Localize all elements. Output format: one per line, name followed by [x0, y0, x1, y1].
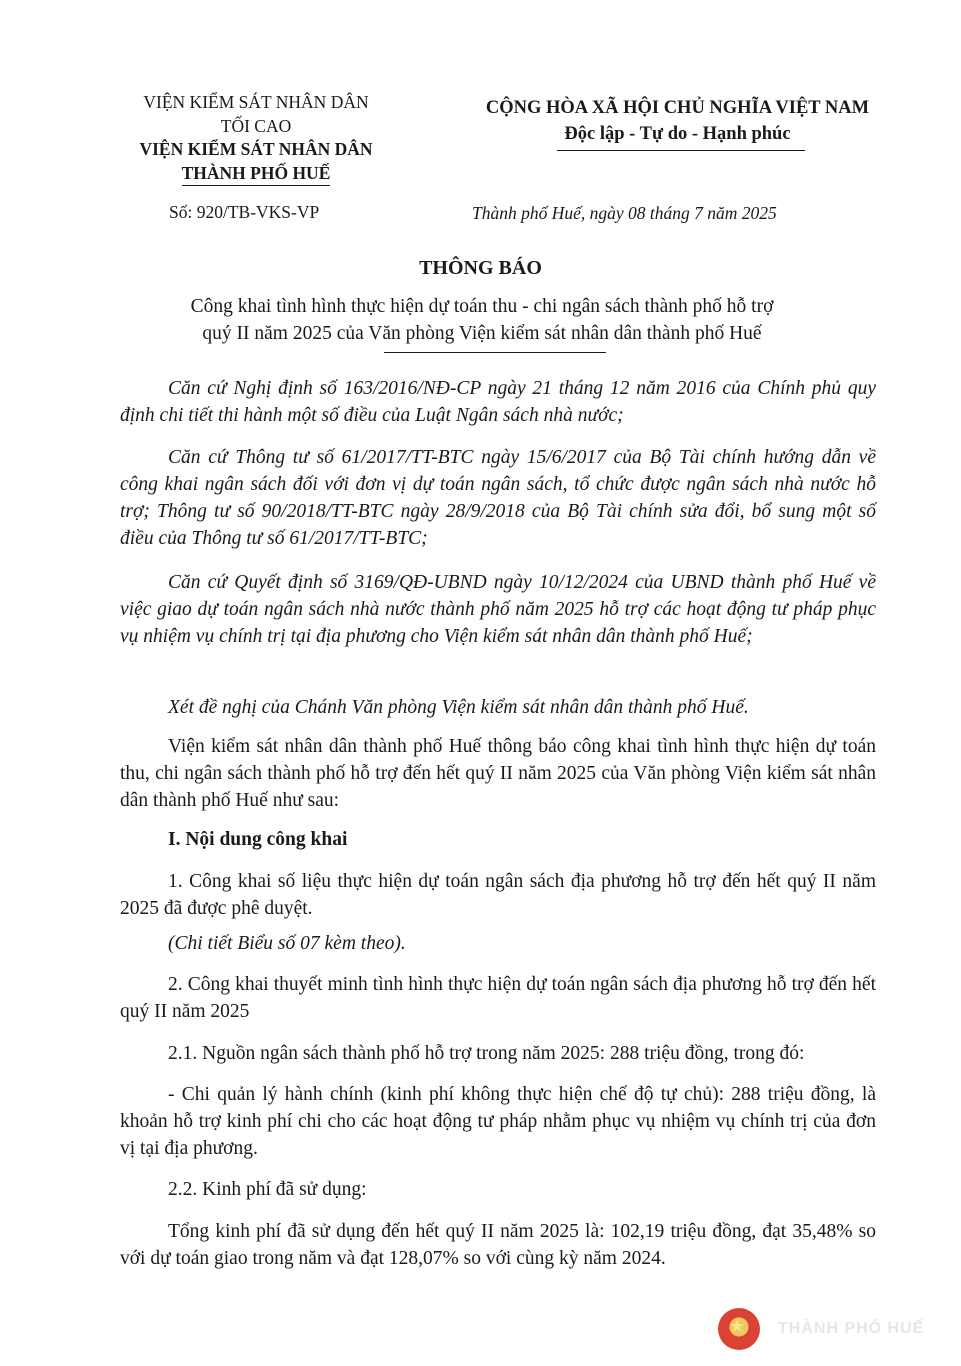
- agency-line-2: TỐI CAO: [220, 115, 292, 136]
- national-motto: Độc lập - Tự do - Hạnh phúc: [564, 124, 791, 144]
- nation-name: CỘNG HÒA XÃ HỘI CHỦ NGHĨA VIỆT NAM: [485, 98, 870, 118]
- document-number: Số: 920/TB-VKS-VP: [169, 202, 320, 222]
- document-subtitle: [120, 293, 844, 347]
- subtitle-line-1: Công khai tình hình thực hiện dự toán thu - chi ngân sách thành phố hỗ trợ: [190, 296, 774, 317]
- item-2-1-detail: - Chi quản lý hành chính (kinh phí không thực hiện chế độ tự chủ): 288 triệu đồng, là khoản hỗ trợ kinh phí chi cho các hoạt động tư pháp nhằm phục vụ nhiệm vụ chính trị của đơn vị tại địa phương.: [120, 1084, 876, 1159]
- national-title-block: [440, 95, 915, 147]
- item-2-2: 2.2. Kinh phí đã sử dụng:: [168, 1179, 367, 1200]
- item-2-1: 2.1. Nguồn ngân sách thành phố hỗ trợ trong năm 2025: 288 triệu đồng, trong đó:: [168, 1043, 805, 1064]
- document-title: THÔNG BÁO: [419, 257, 542, 279]
- section-heading: I. Nội dung công khai: [168, 829, 348, 850]
- legal-basis-3: Căn cứ Quyết định số 3169/QĐ-UBND ngày 10/12/2024 của UBND thành phố Huế về việc giao dự toán ngân sách nhà nước thành phố năm 2025 hỗ trợ các hoạt động tư pháp phục vụ nhiệm vụ chính trị tại địa phương cho Viện kiểm sát nhân dân thành phố Huế;: [120, 572, 876, 647]
- proposal-basis: Xét đề nghị của Chánh Văn phòng Viện kiểm sát nhân dân thành phố Huế.: [168, 697, 749, 718]
- agency-line-1: VIỆN KIỂM SÁT NHÂN DÂN: [143, 92, 369, 112]
- legal-basis-2: Căn cứ Thông tư số 61/2017/TT-BTC ngày 15/6/2017 của Bộ Tài chính hướng dẫn về công khai ngân sách đối với đơn vị dự toán ngân sách, tổ chức được ngân sách nhà nước hỗ trợ; Thông tư số 90/2018/TT-BTC ngày 28/9/2018 của Bộ Tài chính sửa đổi, bổ sung một số điều của Thông tư số 61/2017/TT-BTC;: [120, 447, 876, 549]
- item-1: 1. Công khai số liệu thực hiện dự toán ngân sách địa phương hỗ trợ đến hết quý II năm 2025 đã được phê duyệt.: [120, 871, 876, 919]
- intro-paragraph: Viện kiểm sát nhân dân thành phố Huế thông báo công khai tình hình thực hiện dự toán thu, chi ngân sách thành phố hỗ trợ đến hết quý II năm 2025 của Văn phòng Viện kiểm sát nhân dân thành phố Huế như sau:: [120, 736, 876, 811]
- unit-line-2: THÀNH PHỐ HUẾ: [182, 162, 331, 187]
- item-1-note: (Chi tiết Biểu số 07 kèm theo).: [168, 933, 406, 954]
- issuing-agency-block: [100, 91, 412, 186]
- item-2: 2. Công khai thuyết minh tình hình thực hiện dự toán ngân sách địa phương hỗ trợ đến hết quý II năm 2025: [120, 974, 876, 1022]
- item-2-2-detail: Tổng kinh phí đã sử dụng đến hết quý II năm 2025 là: 102,19 triệu đồng, đạt 35,48% so với dự toán giao trong năm và đạt 128,07% so với cùng kỳ năm 2024.: [120, 1221, 876, 1269]
- watermark-text: THÀNH PHỐ HUẾ: [778, 1320, 925, 1337]
- subtitle-line-2: quý II năm 2025 của Văn phòng Viện kiểm sát nhân dân thành phố Huế: [202, 323, 762, 344]
- legal-basis-1: Căn cứ Nghị định số 163/2016/NĐ-CP ngày 21 tháng 12 năm 2016 của Chính phủ quy định chi tiết thi hành một số điều của Luật Ngân sách nhà nước;: [120, 378, 876, 426]
- subtitle-underline: [384, 352, 606, 353]
- national-emblem-icon: [718, 1308, 760, 1350]
- unit-line-1: VIỆN KIỂM SÁT NHÂN DÂN: [139, 139, 373, 159]
- motto-underline: [557, 150, 805, 151]
- place-and-date: Thành phố Huế, ngày 08 tháng 7 năm 2025: [472, 203, 777, 223]
- emblem-star-icon: ★: [729, 1316, 746, 1336]
